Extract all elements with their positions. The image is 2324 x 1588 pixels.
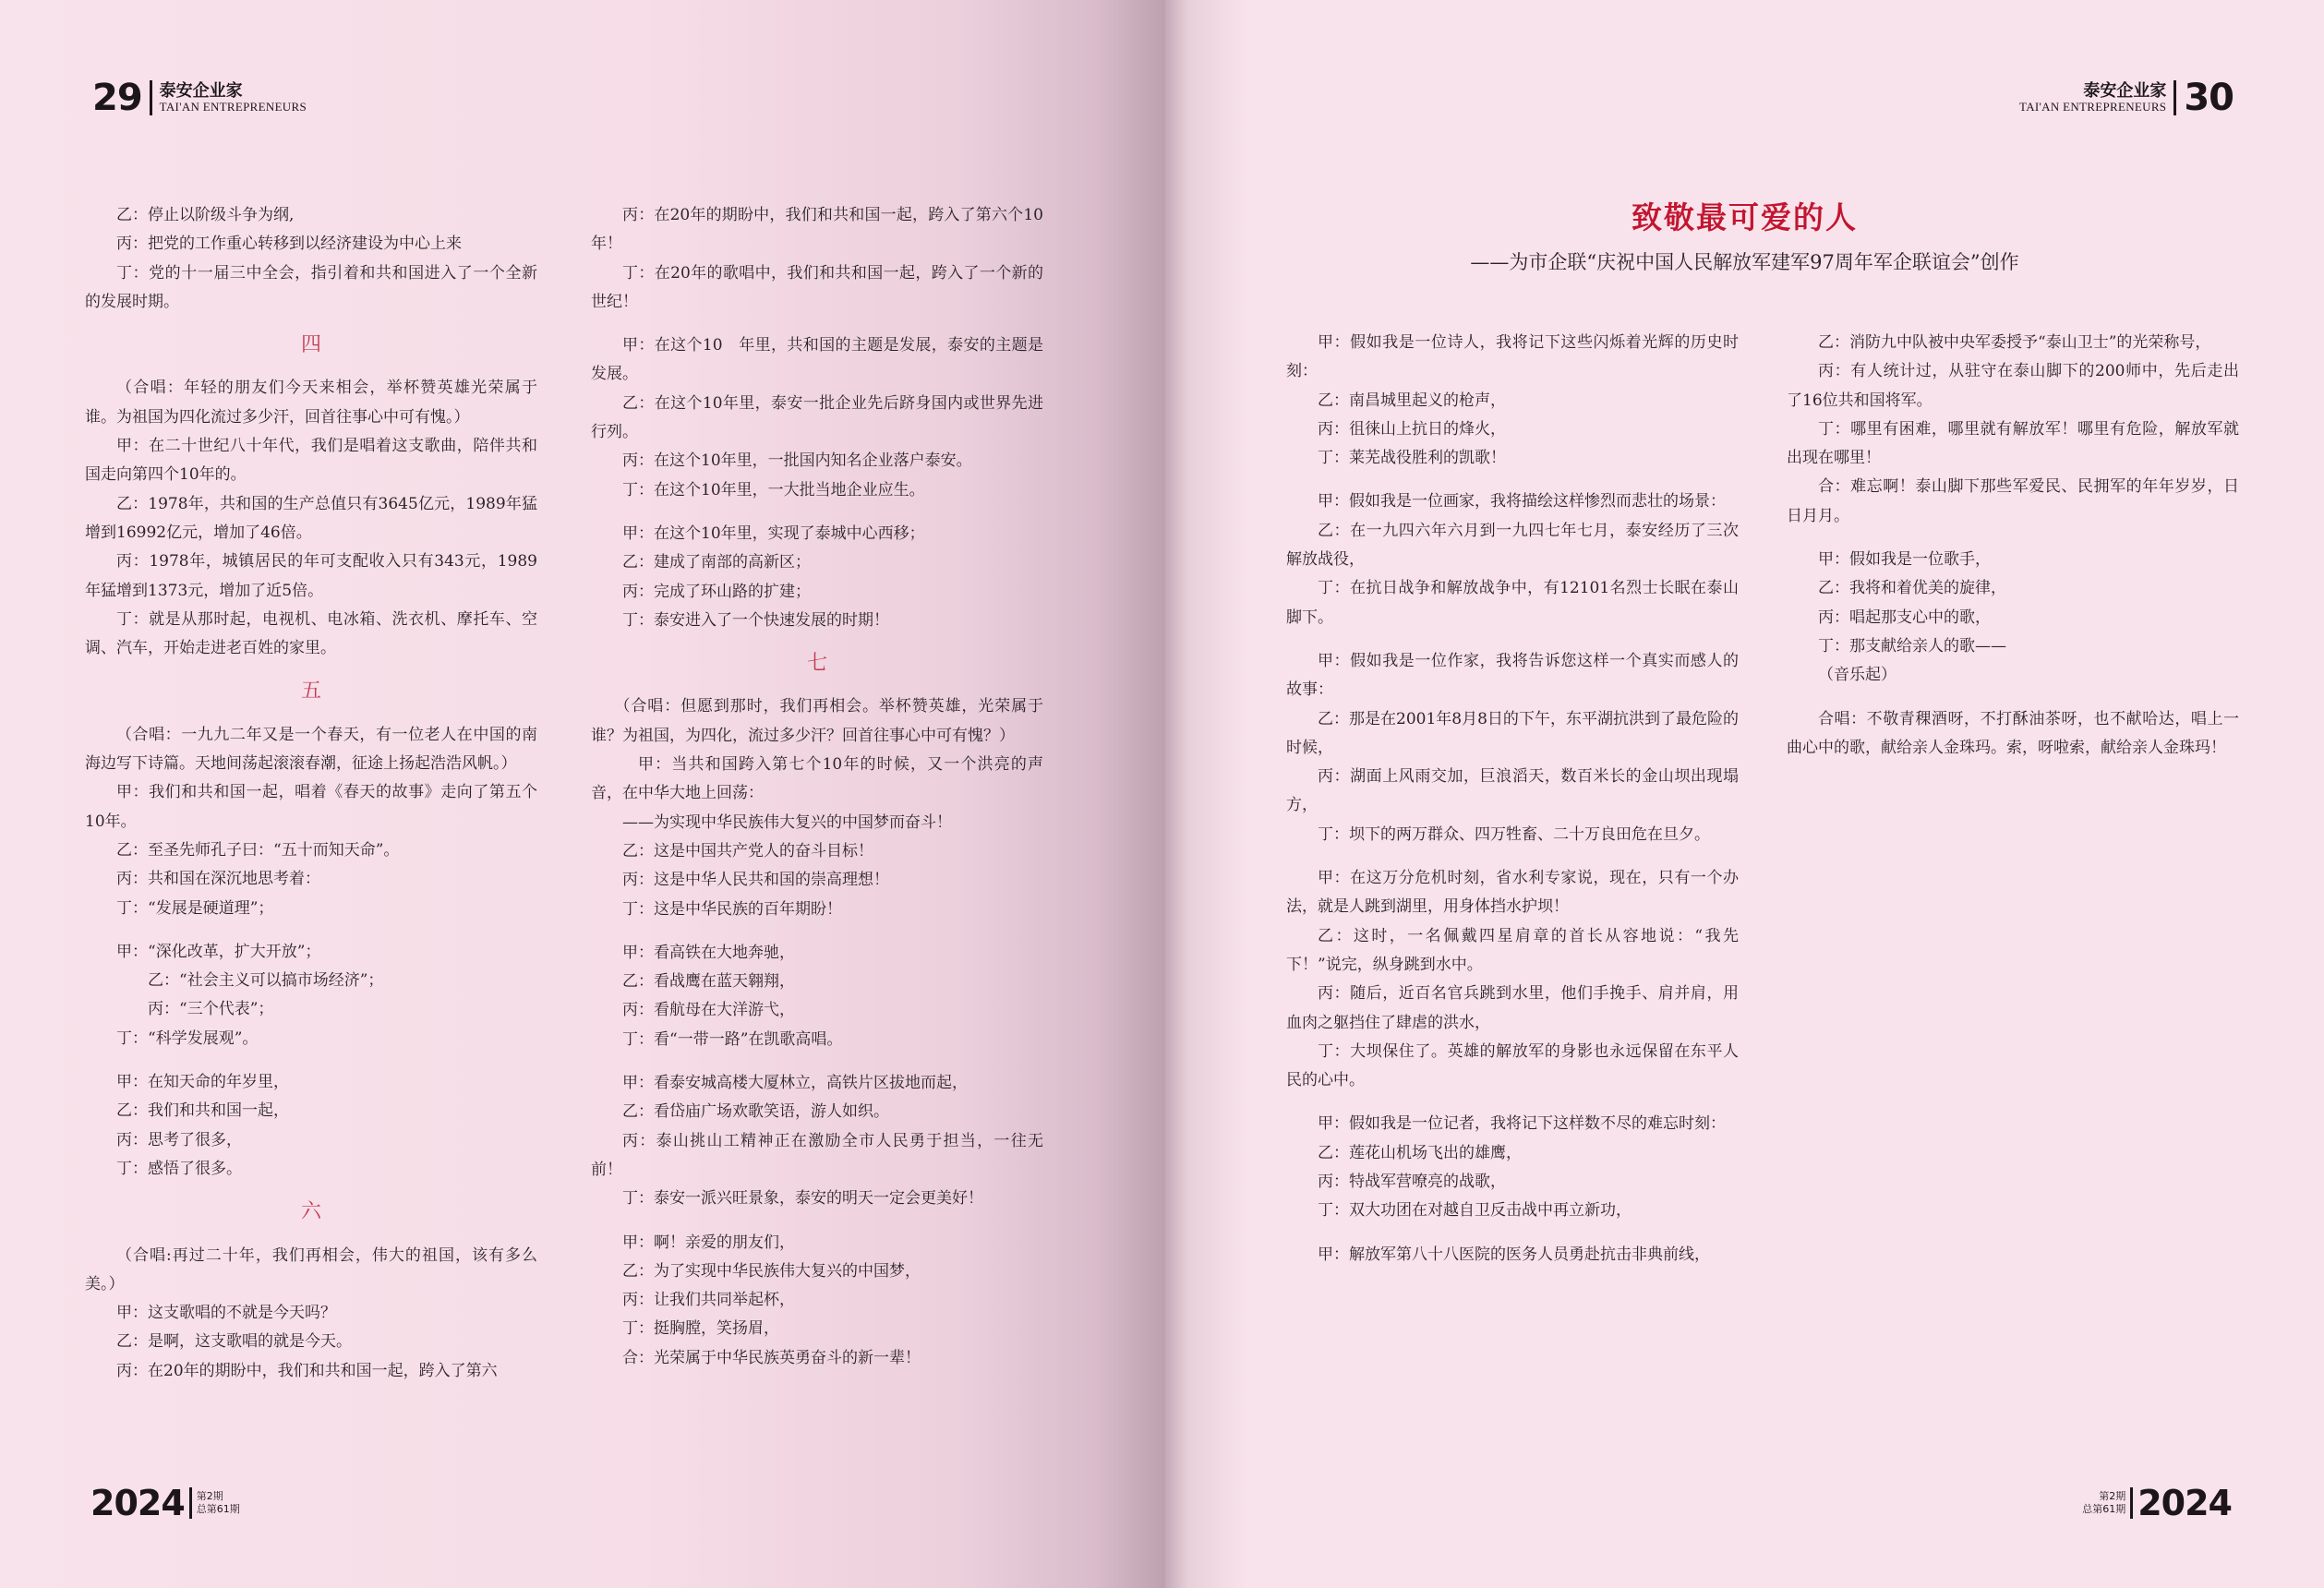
script-line: 丙：有人统计过，从驻守在泰山脚下的200师中，先后走出了16位共和国将军。: [1787, 362, 2239, 410]
paragraph-spacer: [591, 924, 1043, 939]
footer-divider: [189, 1487, 192, 1519]
script-line: 乙：消防九中队被中央军委授予“泰山卫士”的光荣称号，: [1818, 333, 2211, 352]
script-line: 丙：泰山挑山工精神正在激励全市人民勇于担当，一往无前！: [591, 1131, 1043, 1179]
magazine-masthead: [2019, 80, 2167, 114]
script-line: （音乐起）: [1818, 666, 1897, 685]
script-line: 甲：假如我是一位诗人，我将记下这些闪烁着光辉的历史时刻：: [1286, 333, 1739, 381]
script-line: 乙：在一九四六年六月到一九四七年七月，泰安经历了三次解放战役，: [1286, 521, 1739, 570]
script-line: 甲：在知天命的年岁里，: [116, 1073, 289, 1092]
paragraph-spacer: [1286, 849, 1739, 864]
paragraph-spacer: [1286, 632, 1739, 647]
script-line: 丙：在20年的期盼中，我们和共和国一起，跨入了第六: [116, 1361, 498, 1380]
left-page-number: 29: [92, 77, 142, 119]
script-line: 合：难忘啊！泰山脚下那些军爱民、民拥军的年年岁岁，日日月月。: [1787, 477, 2239, 525]
issue-total: 总第61期: [196, 1503, 240, 1515]
magazine-name-cn: 泰安企业家: [159, 80, 243, 101]
script-line: 丙：特战军营嘹亮的战歌，: [1318, 1173, 1506, 1192]
script-line: 甲：这支歌唱的不就是今天吗？: [116, 1304, 336, 1323]
right-page-header: [2019, 78, 2234, 118]
script-line: 乙：这是中国共产党人的奋斗目标！: [622, 841, 873, 860]
script-line: 乙：我将和着优美的旋律，: [1818, 579, 2006, 598]
script-line: 乙：我们和共和国一起，: [116, 1101, 289, 1121]
script-line: 丁：在20年的歌唱中，我们和共和国一起，跨入了一个新的世纪！: [591, 263, 1043, 311]
script-line: 乙：看岱庙广场欢歌笑语，游人如织。: [622, 1102, 889, 1122]
right-page-number: 30: [2184, 77, 2234, 119]
paragraph-spacer: [591, 317, 1043, 331]
script-line: 甲：看泰安城高楼大厦林立，高铁片区拔地而起，: [622, 1074, 968, 1093]
paragraph-spacer: [591, 1054, 1043, 1069]
left-page-header: [92, 78, 307, 118]
script-line: 丁：党的十一届三中全会，指引着和共和国进入了一个全新的发展时期。: [85, 263, 537, 311]
script-line: 乙：看战鹰在蓝天翱翔，: [622, 972, 795, 992]
script-line: 丁：哪里有困难，哪里就有解放军！哪里有危险，解放军就出现在哪里！: [1787, 419, 2239, 468]
script-line: 甲：假如我是一位作家，我将告诉您这样一个真实而感人的故事：: [1286, 651, 1739, 700]
script-line: 丙：看航母在大洋游弋，: [622, 1001, 795, 1020]
script-line: 丙：唱起那支心中的歌，: [1818, 608, 1991, 627]
script-line: 丁：这是中华民族的百年期盼！: [622, 899, 842, 919]
paragraph-spacer: [591, 505, 1043, 520]
right-column-2: [1787, 329, 2239, 763]
script-line: 丙：在20年的期盼中，我们和共和国一起，跨入了第六个10年！: [591, 206, 1043, 254]
script-line: ——为实现中华民族伟大复兴的中国梦而奋斗！: [622, 812, 952, 832]
script-line: 甲：我们和共和国一起，唱着《春天的故事》走向了第五个10年。: [85, 783, 537, 831]
left-page-footer: [90, 1483, 240, 1523]
script-line: 乙：在这个10年里，泰安一批企业先后跻身国内或世界先进行列。: [591, 393, 1043, 442]
script-line: 乙：1978年，共和国的生产总值只有3645亿元，1989年猛增到16992亿元，增加了46倍。: [85, 494, 537, 542]
script-line: 丙：湖面上风雨交加，巨浪滔天，数百米长的金山坝出现塌方，: [1286, 767, 1739, 815]
script-line: 丙：这是中华人民共和国的崇高理想！: [622, 871, 889, 890]
article-subtitle: ——为市企联“庆祝中国人民解放军建军97周年军企联谊会”创作: [1470, 251, 2019, 273]
script-line: 乙：这时，一名佩戴四星肩章的首长从容地说：“我先下！”说完，纵身跳到水中。: [1286, 926, 1739, 974]
section-heading: 七: [806, 652, 827, 676]
left-column-1: [85, 201, 537, 1386]
script-line: 丙：在这个10年里，一批国内知名企业落户泰安。: [622, 451, 972, 471]
paragraph-spacer: [1286, 473, 1739, 487]
paragraph-spacer: [85, 1053, 537, 1068]
paragraph-spacer: [1286, 1095, 1739, 1110]
script-line: 丁：泰安进入了一个快速发展的时期！: [622, 610, 889, 630]
magazine-name-en: TAI'AN ENTREPRENEURS: [2019, 99, 2167, 114]
script-line: 丙：随后，近百名官兵跳到水里，他们手挽手、肩并肩，用血肉之躯挡住了肆虐的洪水，: [1286, 984, 1739, 1032]
script-line: 乙：那是在2001年8月8日的下午，东平湖抗洪到了最危险的时候，: [1286, 709, 1739, 757]
script-line: 甲：在这万分危机时刻，省水利专家说，现在，只有一个办法，就是人跳到湖里，用身体挡水护坝！: [1286, 869, 1739, 917]
issue-total: 总第61期: [2082, 1503, 2126, 1515]
script-line: 丁：泰安一派兴旺景象，泰安的明天一定会更美好！: [622, 1189, 983, 1209]
magazine-masthead: [159, 80, 307, 114]
issue-info: [2082, 1490, 2125, 1516]
script-line: 乙：为了实现中华民族伟大复兴的中国梦，: [622, 1261, 921, 1281]
header-divider: [150, 80, 152, 115]
footer-divider: [2130, 1487, 2133, 1519]
paragraph-spacer: [1787, 691, 2239, 705]
script-line: 合唱：不敬青稞酒呀，不打酥油茶呀，也不献哈达，唱上一曲心中的歌，献给亲人金珠玛。索，呀啦索，献给亲人金珠玛！: [1787, 709, 2239, 757]
script-line: 丁：“科学发展观”。: [116, 1029, 259, 1048]
script-line: 丁：挺胸膛，笑扬眉，: [622, 1319, 779, 1339]
script-line: 乙：莲花山机场飞出的雄鹰，: [1318, 1143, 1522, 1162]
section-heading: 四: [300, 333, 321, 357]
script-line: 丙：完成了环山路的扩建；: [622, 582, 811, 601]
script-line: 甲：“深化改革，扩大开放”；: [116, 942, 321, 961]
issue-info: [197, 1490, 240, 1516]
script-line: 丙：把党的工作重心转移到以经济建设为中心上来: [116, 235, 462, 254]
paragraph-spacer: [1286, 1226, 1739, 1241]
paragraph-spacer: [1787, 531, 2239, 546]
script-line: 甲：当共和国跨入第七个10年的时候，又一个洪亮的声音，在中华大地上回荡：: [591, 755, 1043, 803]
script-line: 甲：假如我是一位画家，我将描绘这样惨烈而悲壮的场景：: [1318, 492, 1726, 511]
script-line: 丁：看“一带一路”在凯歌高唱。: [622, 1029, 843, 1049]
script-line: 丁：莱芜战役胜利的凯歌！: [1318, 449, 1506, 468]
script-line: 甲：假如我是一位记者，我将记下这样数不尽的难忘时刻：: [1318, 1114, 1726, 1134]
script-line: 丁：感悟了很多。: [116, 1159, 242, 1178]
script-line: 丁：在这个10年里，一大批当地企业应生。: [622, 480, 925, 499]
issue-year: 2024: [90, 1483, 185, 1523]
script-line: 丙：1978年，城镇居民的年可支配收入只有343元，1989年猛增到1373元，增加了近5倍。: [85, 552, 537, 600]
script-line: 丁：大坝保住了。英雄的解放军的身影也永远保留在东平人民的心中。: [1286, 1041, 1739, 1090]
script-line: 丙：让我们共同举起杯，: [622, 1291, 795, 1310]
article-title: 致敬最可爱的人: [1632, 199, 1858, 235]
magazine-name-en: TAI'AN ENTREPRENEURS: [159, 99, 307, 114]
script-line: （合唱：一九九二年又是一个春天，有一位老人在中国的南海边写下诗篇。天地间荡起滚滚春潮，征途上扬起浩浩风帆。）: [85, 725, 537, 774]
script-line: 甲：解放军第八十八医院的医务人员勇赴抗击非典前线，: [1318, 1245, 1710, 1264]
script-line: 甲：看高铁在大地奔驰，: [622, 943, 795, 962]
script-line: 丁：坝下的两万群众、四万牲畜、二十万良田危在旦夕。: [1318, 824, 1710, 844]
section-heading: 五: [300, 680, 321, 704]
script-line: 丁：那支献给亲人的歌——: [1818, 636, 2006, 656]
script-line: （合唱：年轻的朋友们今天来相会，举杯赞英雄光荣属于谁。为祖国为四化流过多少汗，回首往事心中可有愧。）: [85, 379, 537, 427]
script-line: （合唱：但愿到那时，我们再相会。举杯赞英雄，光荣属于谁？为祖国，为四化，流过多少汗？回首往事心中可有愧？）: [591, 697, 1043, 745]
script-line: 丙：共和国在深沉地思考着：: [116, 870, 320, 889]
right-page-footer: [2082, 1483, 2232, 1523]
script-line: 丙：“三个代表”；: [148, 1000, 274, 1019]
issue-number: 第2期: [2099, 1490, 2126, 1503]
left-column-2: [591, 201, 1043, 1373]
script-line: 甲：在这个10年里，实现了泰城中心西移；: [622, 523, 925, 543]
section-heading: 六: [300, 1200, 321, 1224]
magazine-name-cn: 泰安企业家: [2083, 80, 2167, 101]
script-line: 甲：假如我是一位歌手，: [1818, 550, 1991, 570]
script-line: 丁：双大功团在对越自卫反击战中再立新功，: [1318, 1201, 1632, 1221]
paragraph-spacer: [591, 1214, 1043, 1229]
script-line: 丙：徂徕山上抗日的烽火，: [1318, 419, 1506, 439]
script-line: 甲：在二十世纪八十年代，我们是唱着这支歌曲，陪伴共和国走向第四个10年的。: [85, 437, 537, 485]
right-column-1: [1286, 329, 1739, 1269]
script-line: 乙：停止以阶级斗争为纲,: [116, 206, 295, 224]
script-line: 甲：啊！亲爱的朋友们，: [622, 1233, 795, 1252]
issue-year: 2024: [2137, 1483, 2232, 1523]
script-line: （合唱:再过二十年，我们再相会，伟大的祖国，该有多么美。）: [85, 1245, 537, 1293]
script-line: 乙：建成了南部的高新区；: [622, 553, 811, 572]
script-line: 乙：是啊，这支歌唱的就是今天。: [116, 1332, 352, 1352]
paragraph-spacer: [85, 923, 537, 938]
script-line: 丙：思考了很多，: [116, 1130, 242, 1149]
issue-number: 第2期: [196, 1490, 223, 1503]
script-line: 丁：“发展是硬道理”；: [116, 898, 274, 918]
script-line: 乙：“社会主义可以搞市场经济”；: [148, 971, 384, 991]
script-line: 合：光荣属于中华民族英勇奋斗的新一辈！: [622, 1348, 921, 1367]
script-line: 乙：南昌城里起义的枪声，: [1318, 391, 1506, 410]
script-line: 丁：就是从那时起，电视机、电冰箱、洗衣机、摩托车、空调、汽车，开始走进老百姓的家里。: [85, 609, 537, 658]
script-line: 丁：在抗日战争和解放战争中，有12101名烈士长眠在泰山脚下。: [1286, 579, 1739, 627]
header-divider: [2173, 80, 2176, 115]
script-line: 乙：至圣先师孔子曰：“五十而知天命”。: [116, 840, 400, 860]
script-line: 甲：在这个10 年里，共和国的主题是发展，泰安的主题是发展。: [591, 336, 1043, 384]
